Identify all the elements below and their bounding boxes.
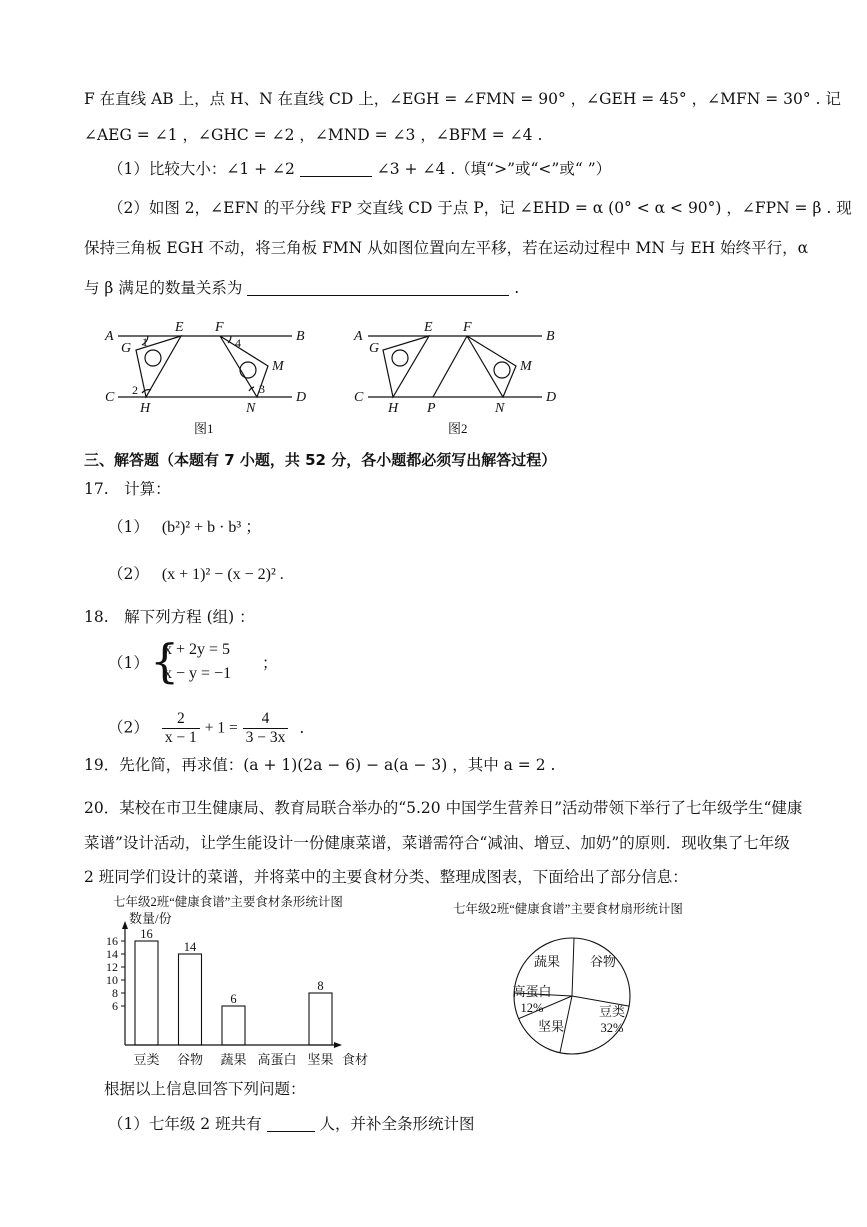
q19-text: 19．先化简，再求值：(a + 1)(2a − 6) − a(a − 3) ，其中 a = 2 . (84, 756, 556, 774)
bar-chart-title: 七年级2班“健康食谱”主要食材条形统计图 (113, 895, 343, 909)
q17-part1-expr: (b²)² + b · b³ ； (161, 519, 262, 536)
x-tick-label: 蔬果 (220, 1052, 247, 1067)
q18-eq1: x + 2y = 5 (164, 641, 231, 658)
bar (135, 941, 158, 1045)
q18-stem: 18. 解下列方程 (组) ： (84, 608, 255, 626)
y-tick-label: 16 (106, 934, 118, 948)
fig1-angle-2-label: 2 (132, 383, 138, 397)
q18-part1-end: ； (262, 654, 278, 672)
q20-part1-suffix: 人，并补全条形统计图 (319, 1115, 475, 1133)
fig1-label-a: A (105, 329, 114, 344)
pie-slice-percent: 12% (520, 1001, 544, 1015)
bar-value-label: 8 (317, 979, 324, 993)
section-3-heading: 三、解答题（本题有 7 小题，共 52 分，各小题都必须写出解答过程） (84, 451, 557, 469)
fig1-caption: 图1 (194, 421, 214, 436)
bar-chart-xlabel: 食材 (342, 1052, 369, 1067)
fig2-label-g: G (369, 341, 380, 356)
y-tick-label: 8 (112, 986, 118, 1000)
q20-line2: 菜谱”设计活动，让学生能设计一份健康菜谱，菜谱需符合“减油、增豆、加奶”的原则．现收集了七年级 (84, 834, 790, 852)
fig2-label-p: P (427, 401, 436, 416)
fig1-label-e: E (175, 320, 184, 335)
x-axis-arrow-icon (334, 1042, 342, 1048)
pie-slice-label: 豆类 (598, 1004, 626, 1019)
pie-chart-marks (512, 938, 630, 1054)
q17-stem: 17. 计算： (84, 480, 171, 498)
fig2-label-n: N (495, 401, 505, 416)
fig2-label-a: A (354, 329, 363, 344)
q18-part2-end: . (299, 718, 305, 737)
fraction-1-denominator: x − 1 (164, 729, 197, 746)
y-axis-arrow-icon (122, 921, 128, 929)
fig2-label-d: D (546, 390, 557, 405)
fig1-angle-1-label: 1 (142, 335, 148, 349)
fig1-label-n: N (246, 401, 256, 416)
bar-chart-marks (106, 927, 334, 1067)
bar (222, 1006, 245, 1045)
pie-slice-label: 坚果 (537, 1019, 565, 1034)
q16-part2-line1: （2）如图 2，∠EFN 的平分线 FP 交直线 CD 于点 P，记 ∠EHD = α (0° < α < 90°) ，∠FPN = β . 现 (108, 199, 852, 217)
q17-part2-label: （2） (108, 565, 149, 583)
q16-line2: ∠AEG = ∠1 ，∠GHC = ∠2 ，∠MND = ∠3 ，∠BFM = ∠4 . (84, 126, 543, 144)
q20-part1 (108, 1113, 474, 1135)
fig2-label-h: H (388, 401, 399, 416)
q16-part1-prefix: （1）比较大小：∠1 + ∠2 (108, 160, 295, 178)
x-tick-label: 谷物 (176, 1052, 204, 1067)
fig1-angle-4-label: 4 (235, 336, 241, 350)
q16-line1: F 在直线 AB 上，点 H、N 在直线 CD 上，∠EGH = ∠FMN = 90° ，∠GEH = 45° ，∠MFN = 30° . 记 (84, 90, 841, 108)
y-tick-label: 14 (106, 947, 118, 961)
x-tick-label: 高蛋白 (257, 1052, 297, 1067)
bar-value-label: 16 (140, 927, 153, 941)
pie-slice-label: 谷物 (589, 954, 617, 969)
fig1-label-h: H (140, 401, 151, 416)
q18-plus-one: + 1 = (204, 719, 238, 737)
bar-chart-ylabel: 数量/份 (129, 911, 172, 926)
q18-part1-label: （1） (108, 654, 149, 672)
answer-blank (267, 1115, 315, 1132)
fig1-angle-3-label: 3 (259, 382, 265, 396)
bar (179, 954, 202, 1045)
x-tick-label: 坚果 (307, 1052, 334, 1067)
fig1-label-m: M (272, 359, 284, 374)
q20-line1: 20．某校在市卫生健康局、教育局联合举办的“5.20 中国学生营养日”活动带领下举行了七年级学生“健康 (84, 799, 803, 817)
q17-part1-label: （1） (108, 518, 149, 536)
bar-value-label: 6 (230, 992, 237, 1006)
bar (309, 993, 332, 1045)
fig1-label-b: B (296, 329, 305, 344)
fraction-2-denominator: 3 − 3x (245, 729, 286, 746)
bar-value-label: 14 (183, 940, 197, 954)
fig1-label-f: F (215, 320, 224, 335)
x-tick-label: 豆类 (133, 1052, 160, 1067)
q20-after: 根据以上信息回答下列问题： (104, 1080, 306, 1098)
fig2-label-b: B (546, 329, 555, 344)
fig2-label-e: E (424, 320, 433, 335)
y-tick-label: 10 (106, 973, 118, 987)
fig2-caption: 图2 (448, 421, 468, 436)
fig1-label-c: C (105, 390, 115, 405)
fraction-1-numerator: 2 (162, 710, 200, 729)
q20-line3: 2 班同学们设计的菜谱，并将菜中的主要食材分类、整理成图表，下面给出了部分信息： (84, 868, 688, 886)
q16-part2-line2: 保持三角板 EGH 不动，将三角板 FMN 从如图位置向左平移，若在运动过程中 MN 与 EH 始终平行，α (84, 239, 809, 257)
pie-slice-boundary (572, 938, 574, 996)
pie-slice-label: 蔬果 (533, 954, 561, 969)
q18-eq2: x − y = −1 (164, 665, 232, 682)
q20-part1-prefix: （1）七年级 2 班共有 (108, 1115, 262, 1133)
fig2-label-c: C (354, 390, 364, 405)
y-tick-label: 12 (106, 960, 118, 974)
system-brace: { (150, 634, 180, 688)
y-tick-label: 6 (112, 999, 118, 1013)
q16-part2-end: . (514, 279, 520, 297)
fraction-2-numerator: 4 (243, 710, 289, 729)
pie-slice-percent: 32% (600, 1021, 624, 1035)
fig1-label-d: D (296, 390, 307, 405)
pie-slice-label: 高蛋白 (512, 984, 552, 999)
q16-part2-line3-text: 与 β 满足的数量关系为 (84, 279, 243, 297)
q17-part2-expr: (x + 1)² − (x − 2)² . (161, 566, 284, 583)
pie-chart-title: 七年级2班“健康食谱”主要食材扇形统计图 (453, 902, 683, 916)
fig2-label-m: M (520, 359, 532, 374)
fig1-label-g: G (121, 341, 132, 356)
fig2-label-f: F (463, 320, 472, 335)
q18-part2-label: （2） (108, 718, 149, 737)
q16-part1-suffix: ∠3 + ∠4 .（填“>”或“<”或“ ”） (376, 160, 612, 178)
